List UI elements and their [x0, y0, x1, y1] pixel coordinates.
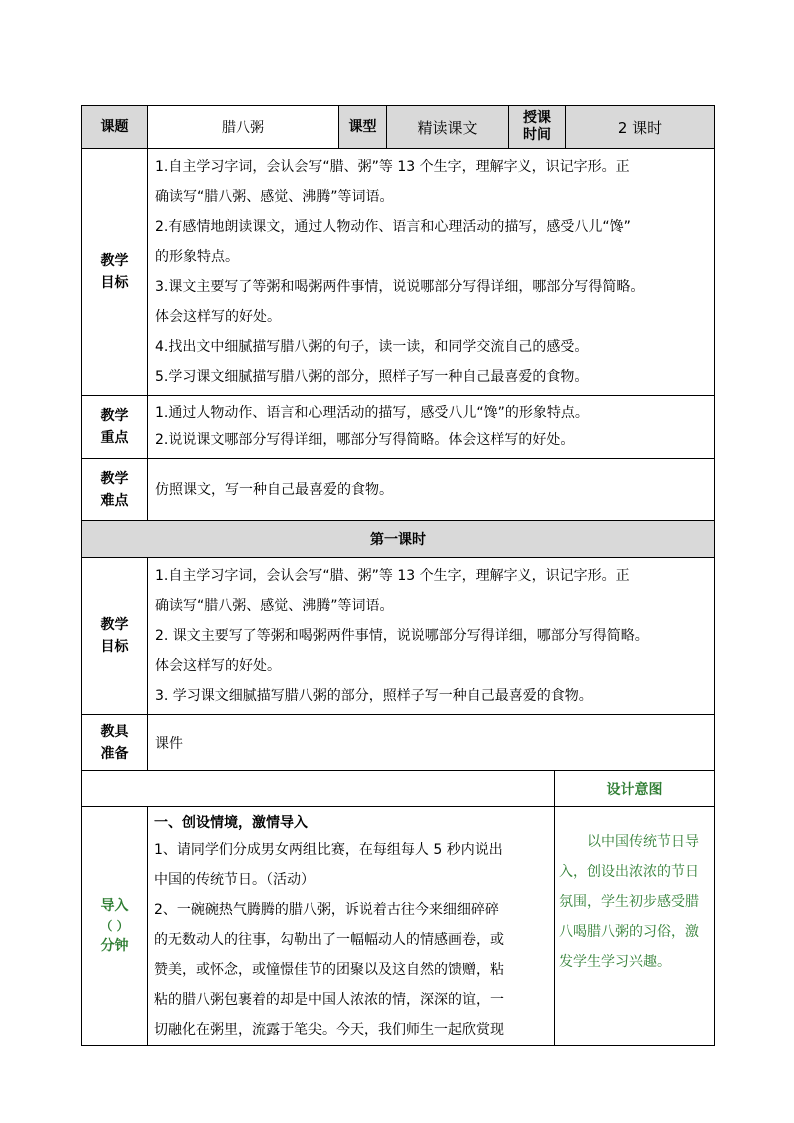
goal-line: 确读写“腊八粥、感觉、沸腾”等词语。 — [155, 189, 394, 205]
intro-line: 1、请同学们分成男女两组比赛，在每组每人 5 秒内说出 — [154, 842, 503, 858]
intro-label-line-2: （ ） — [100, 919, 129, 933]
lesson-goal-line: 1.自主学习字词，会认会写“腊、粥”等 13 个生字，理解字义，识记字形。正 — [155, 568, 630, 584]
keypoint-line: 1.通过人物动作、语言和心理活动的描写，感受八儿“馋”的形象特点。 — [155, 405, 589, 421]
lesson-goals-label — [82, 558, 148, 715]
intro-line: 切融化在粥里，流露于笔尖。今天，我们师生一起欣赏现 — [154, 1022, 504, 1038]
tools-label-line-2: 准备 — [100, 745, 129, 762]
lesson-goals-label-line-1: 教学 — [100, 617, 129, 633]
lesson-goal-line: 确读写“腊八粥、感觉、沸腾”等词语。 — [155, 598, 394, 614]
goal-line: 2.有感情地朗读课文，通过人物动作、语言和心理活动的描写，感受八儿“馋” — [155, 219, 631, 235]
tools-value: 课件 — [148, 715, 715, 771]
keypoints-label-line-1: 教学 — [100, 408, 129, 424]
goal-line: 的形象特点。 — [155, 249, 239, 265]
time-label-line-1: 授课 — [523, 110, 551, 126]
keypoint-line: 2.说说课文哪部分写得详细，哪部分写得简略。体会这样写的好处。 — [155, 432, 575, 448]
intro-row — [82, 807, 715, 1046]
goals-label — [82, 149, 148, 396]
goal-line: 5.学习课文细腻描写腊八粥的部分，照样子写一种自己最喜爱的食物。 — [155, 369, 589, 385]
goal-line: 3.课文主要写了等粥和喝粥两件事情，说说哪部分写得详细，哪部分写得简略。 — [155, 279, 645, 295]
intro-line: 2、一碗碗热气腾腾的腊八粥，诉说着古往今来细细碎碎 — [154, 902, 499, 918]
tools-row — [82, 715, 715, 771]
goal-line: 体会这样写的好处。 — [155, 309, 281, 325]
keypoints-row — [82, 396, 715, 459]
time-label-line-2: 时间 — [523, 127, 551, 143]
difficulties-label — [82, 459, 148, 521]
lesson-plan-table — [81, 105, 715, 1046]
intro-line: 中国的传统节日。（活动） — [154, 872, 315, 888]
intro-line: 粘的腊八粥包裹着的却是中国人浓浓的情，深深的谊，一 — [154, 992, 504, 1008]
goals-content — [148, 149, 715, 396]
time-label — [509, 106, 566, 149]
tools-label — [82, 715, 148, 771]
intro-content — [148, 807, 555, 1046]
lesson-goal-line: 2. 课文主要写了等粥和喝粥两件事情，说说哪部分写得详细，哪部分写得简略。 — [155, 628, 649, 644]
lesson-goal-line: 体会这样写的好处。 — [155, 658, 281, 674]
intro-label-line-3: 分钟 — [100, 938, 129, 954]
goal-line: 4.找出文中细腻描写腊八粥的句子，读一读，和同学交流自己的感受。 — [155, 339, 589, 355]
intro-line: 赞美，或怀念，或憧憬佳节的团聚以及这自然的馈赠，粘 — [154, 962, 504, 978]
lesson-goal-line: 3. 学习课文细腻描写腊八粥的部分，照样子写一种自己最喜爱的食物。 — [155, 688, 593, 704]
goals-label-line-1: 教学 — [100, 253, 129, 269]
first-lesson-title-row — [82, 521, 715, 558]
intro-design-note: 以中国传统节日导入，创设出浓浓的节日氛围，学生初步感受腊八喝腊八粥的习俗，激发学生学习兴趣。 — [555, 807, 715, 1046]
goals-row — [82, 149, 715, 396]
topic-label: 课题 — [82, 106, 148, 149]
goal-line: 1.自主学习字词，会认会写“腊、粥”等 13 个生字，理解字义，识记字形。正 — [155, 159, 630, 175]
intro-section-title: 一、创设情境，激情导入 — [154, 815, 308, 831]
intro-label — [82, 807, 148, 1046]
time-value: 2 课时 — [566, 106, 715, 149]
difficulties-content — [148, 459, 715, 521]
design-header-row — [82, 771, 715, 807]
design-header-spacer — [82, 771, 555, 807]
keypoints-label-line-2: 重点 — [100, 430, 129, 446]
first-lesson-title: 第一课时 — [82, 521, 715, 558]
goals-label-line-2: 目标 — [100, 275, 129, 291]
type-label: 课型 — [339, 106, 387, 149]
difficulties-label-line-2: 难点 — [100, 492, 129, 509]
difficulties-label-line-1: 教学 — [100, 470, 129, 487]
difficulties-row — [82, 459, 715, 521]
type-value: 精读课文 — [387, 106, 509, 149]
intro-line: 的无数动人的往事，勾勒出了一幅幅动人的情感画卷，或 — [154, 932, 504, 948]
lesson-goals-label-line-2: 目标 — [100, 639, 129, 655]
keypoints-content — [148, 396, 715, 459]
lesson-goals-row — [82, 558, 715, 715]
lesson-goals-content — [148, 558, 715, 715]
tools-label-line-1: 教具 — [100, 723, 129, 740]
intro-label-line-1: 导入 — [100, 898, 129, 914]
topic-value: 腊八粥 — [148, 106, 339, 149]
header-row — [82, 106, 715, 149]
design-intent-header: 设计意图 — [555, 771, 715, 807]
keypoints-label — [82, 396, 148, 459]
difficulties-text: 仿照课文，写一种自己最喜爱的食物。 — [155, 481, 393, 498]
